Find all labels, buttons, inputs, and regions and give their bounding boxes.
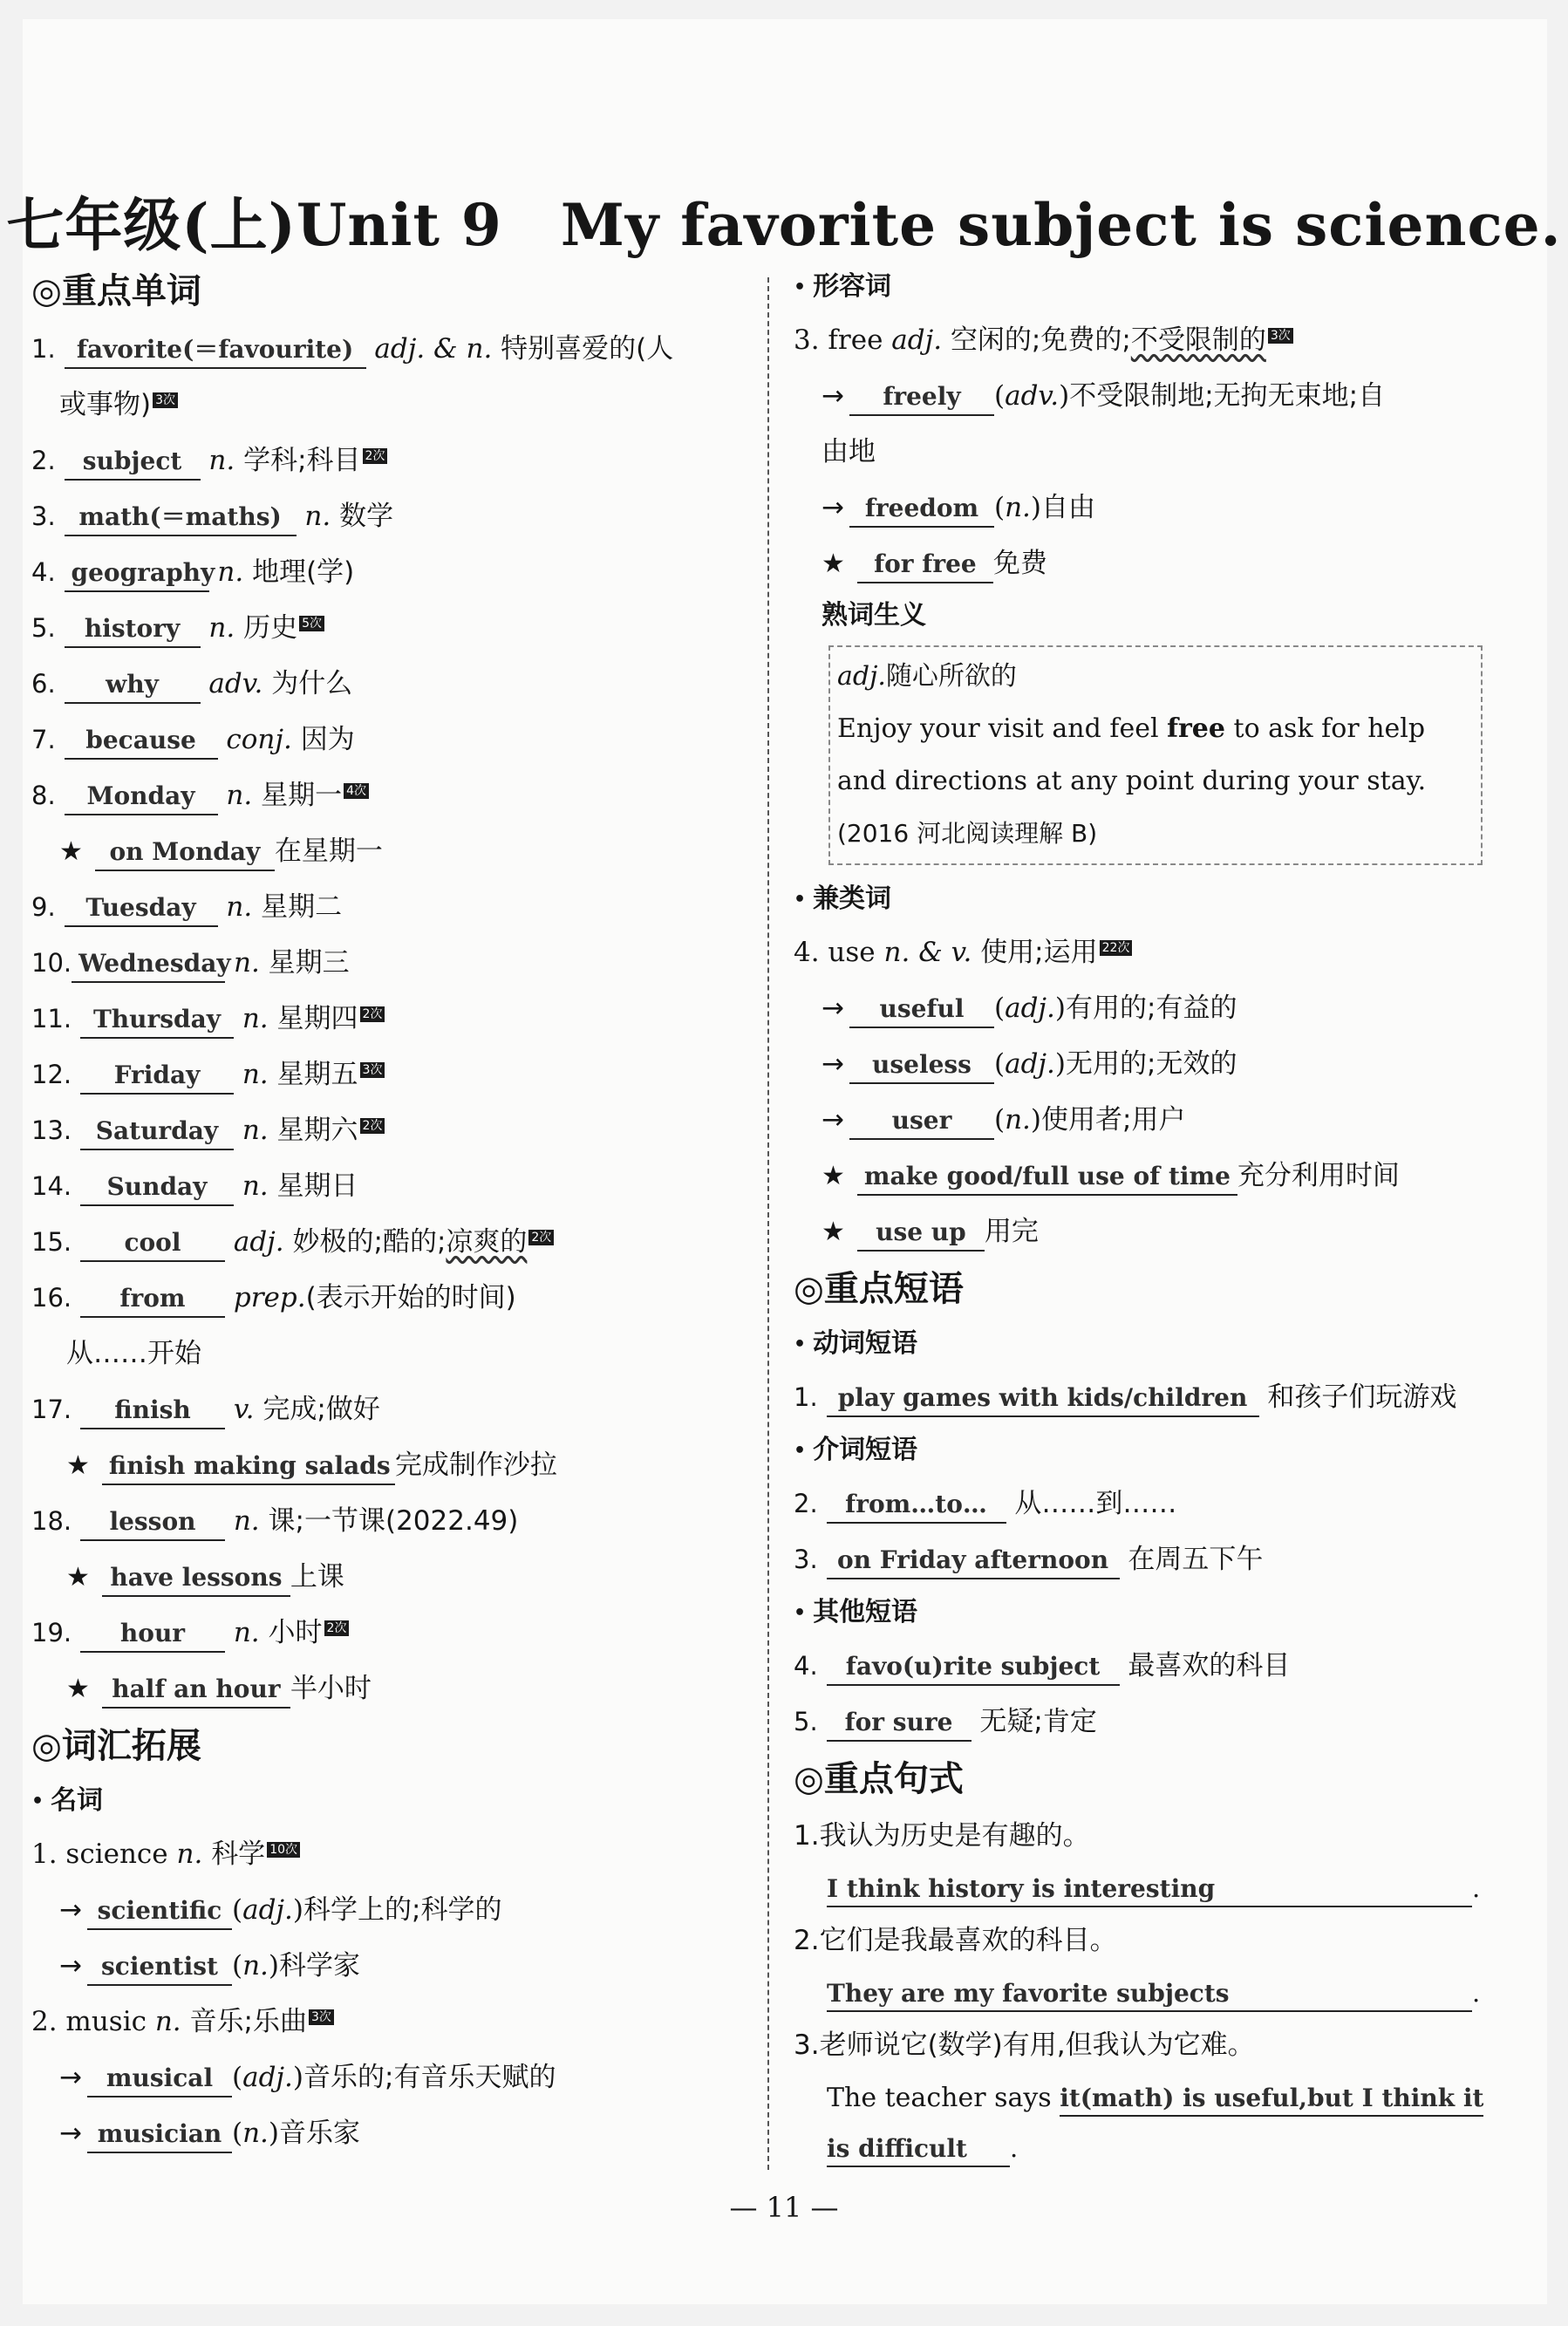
word-item: 4. use n. & v. 使用;运用 22次: [794, 924, 1517, 980]
derivative-item-cont: 由地: [821, 436, 876, 467]
answer-blank: finish: [80, 1393, 225, 1429]
answer-blank: for sure: [827, 1705, 971, 1742]
arrow-icon: →: [821, 492, 844, 523]
word-item: 16. from prep.(表示开始的时间): [31, 1270, 747, 1326]
circle-bullet-icon: ◎: [794, 1759, 824, 1799]
frequency-badge: 4次: [344, 783, 369, 799]
star-icon: ★: [59, 836, 83, 867]
derivative-item: → freedom (n.)自由: [794, 480, 1517, 535]
frequency-badge: 2次: [360, 1006, 385, 1022]
frequency-badge: 3次: [1268, 328, 1293, 344]
familiar-word-new-meaning-label: 熟词生义: [821, 600, 926, 631]
circle-bullet-icon: ◎: [794, 1269, 824, 1309]
circle-bullet-icon: ◎: [31, 271, 62, 311]
star-icon: ★: [66, 1674, 90, 1704]
phrase-item: 3. on Friday afternoon 在周五下午: [794, 1531, 1517, 1587]
frequency-badge: 3次: [153, 392, 178, 408]
derivative-item: → scientific (adj.)科学上的;科学的: [31, 1882, 747, 1938]
word-item: 3. free adj. 空闲的;免费的;不受限制的 3次: [794, 312, 1517, 368]
frequency-badge: 10次: [267, 1842, 300, 1858]
word-item: 13. Saturday n. 星期六 2次: [31, 1102, 747, 1158]
answer-blank: user: [849, 1103, 994, 1140]
answer-blank: history: [65, 611, 201, 648]
word-item: 1. science n. 科学 10次: [31, 1826, 747, 1882]
word-item: 6. why adv. 为什么: [31, 656, 747, 712]
answer-blank: musical: [87, 2061, 232, 2097]
derivative-item: → musician (n.)音乐家: [31, 2105, 747, 2161]
answer-blank: from…to…: [827, 1487, 1006, 1524]
phrase-item: ★ for free 免费: [794, 535, 1517, 591]
answer-blank: scientist: [87, 1949, 232, 1986]
word-item: 12. Friday n. 星期五 3次: [31, 1047, 747, 1102]
arrow-icon: →: [59, 1950, 82, 1982]
answer-blank: Sunday: [80, 1170, 234, 1206]
circle-bullet-icon: ◎: [31, 1726, 62, 1766]
section-heading-vocab-expansion: ◎词汇拓展: [31, 1726, 201, 1766]
frequency-badge: 2次: [528, 1230, 554, 1245]
star-icon: ★: [821, 1161, 845, 1191]
subheading-other-phrases: • 其他短语: [794, 1597, 918, 1627]
derivative-item: → user (n.)使用者;用户: [794, 1092, 1517, 1148]
answer-blank: useful: [849, 992, 994, 1028]
section-heading-key-sentences: ◎重点句式: [794, 1759, 964, 1799]
word-item: 8. Monday n. 星期一 4次: [31, 767, 747, 823]
page-number: — 11 —: [729, 2191, 839, 2224]
phrase-item: ★ on Monday 在星期一: [31, 823, 747, 879]
answer-blank: musician: [87, 2117, 232, 2153]
word-item-cont: 或事物) 3次: [31, 377, 747, 433]
answer-blank: cool: [80, 1225, 225, 1262]
column-divider: [767, 277, 769, 2170]
answer-blank: useless: [849, 1047, 994, 1084]
answer-blank: on Friday afternoon: [827, 1543, 1120, 1579]
answer-blank: freedom: [849, 491, 994, 528]
answer-blank: Saturday: [80, 1114, 234, 1150]
answer-blank: because: [65, 723, 218, 760]
section-heading-key-phrases: ◎重点短语: [794, 1269, 964, 1309]
answer-blank: hour: [80, 1616, 225, 1653]
bullet-icon: •: [794, 276, 807, 298]
bullet-icon: •: [794, 888, 807, 911]
answer-blank: for free: [857, 547, 993, 583]
word-item: 19. hour n. 小时 2次: [31, 1605, 747, 1661]
word-item: 3. math(＝maths) n. 数学: [31, 488, 747, 544]
answer-blank: use up: [857, 1215, 985, 1252]
bullet-icon: •: [794, 1601, 807, 1624]
arrow-icon: →: [821, 992, 844, 1024]
subheading-noun: • 名词: [31, 1785, 104, 1816]
answer-blank: on Monday: [95, 835, 275, 871]
sentence-prompt: 1.我认为历史是有趣的。: [794, 1820, 1090, 1852]
word-item: 18. lesson n. 课;一节课(2022.49): [31, 1493, 747, 1549]
derivative-item: → musical (adj.)音乐的;有音乐天赋的: [31, 2050, 747, 2105]
phrase-item: ★ make good/full use of time 充分利用时间: [794, 1148, 1517, 1204]
answer-blank: from: [80, 1281, 225, 1318]
frequency-badge: 5次: [299, 616, 324, 631]
sentence-answer: I think history is interesting .: [794, 1863, 1517, 1913]
arrow-icon: →: [821, 380, 844, 412]
frequency-badge: 2次: [324, 1620, 350, 1636]
bullet-icon: •: [794, 1439, 807, 1462]
phrase-item: ★ finish making salads 完成制作沙拉: [31, 1437, 747, 1493]
sentence-answer: They are my favorite subjects .: [794, 1968, 1517, 2018]
answer-blank: Friday: [80, 1058, 234, 1095]
phrase-item: ★ have lessons 上课: [31, 1549, 747, 1605]
bullet-icon: •: [31, 1790, 44, 1812]
star-icon: ★: [66, 1562, 90, 1593]
word-item: 1. favorite(＝favourite) adj. & n. 特别喜爱的(人: [31, 321, 747, 377]
word-item: 7. because conj. 因为: [31, 712, 747, 767]
subheading-adjective: • 形容词: [794, 271, 892, 302]
word-item: 9. Tuesday n. 星期二: [31, 879, 747, 935]
answer-blank: half an hour: [102, 1672, 290, 1709]
left-column: [31, 262, 747, 2161]
sentence-prompt: 3.老师说它(数学)有用,但我认为它难。: [794, 2029, 1255, 2061]
answer-blank: play games with kids/children: [827, 1381, 1259, 1417]
frequency-badge: 22次: [1100, 940, 1133, 956]
derivative-item: → useless (adj.)无用的;无效的: [794, 1036, 1517, 1092]
arrow-icon: →: [821, 1104, 844, 1136]
arrow-icon: →: [59, 1894, 82, 1926]
subheading-prep-phrases: • 介词短语: [794, 1435, 918, 1465]
star-icon: ★: [821, 1217, 845, 1247]
answer-blank: Monday: [65, 779, 218, 815]
answer-blank: why: [65, 667, 201, 704]
star-icon: ★: [821, 549, 845, 579]
bullet-icon: •: [794, 1333, 807, 1355]
word-item-cont: 从……开始: [66, 1338, 201, 1369]
arrow-icon: →: [821, 1048, 844, 1080]
star-icon: ★: [66, 1450, 90, 1481]
page-title: 七年级(上)Unit 9 My favorite subject is science.: [6, 191, 1562, 259]
phrase-item: 4. favo(u)rite subject 最喜欢的科目: [794, 1638, 1517, 1694]
derivative-item: → freely (adv.)不受限制地;无拘无束地;自: [794, 368, 1517, 424]
answer-blank: favo(u)rite subject: [827, 1649, 1120, 1686]
phrase-item: 1. play games with kids/children 和孩子们玩游戏: [794, 1369, 1517, 1425]
answer-blank: Thursday: [80, 1002, 234, 1039]
subheading-verb-phrases: • 动词短语: [794, 1328, 918, 1359]
section-heading-key-words: ◎重点单词: [31, 271, 201, 311]
answer-blank: Tuesday: [65, 890, 218, 927]
right-column: [794, 262, 1517, 2173]
frequency-badge: 3次: [360, 1062, 385, 1078]
example-box: adj.随心所欲的 Enjoy your visit and feel free to ask for help and directions at any point during your stay. (2016 河北阅读理解 B): [828, 645, 1483, 865]
phrase-item: ★ use up 用完: [794, 1204, 1517, 1259]
word-item: 11. Thursday n. 星期四 2次: [31, 991, 747, 1047]
answer-blank: make good/full use of time: [857, 1159, 1237, 1196]
answer-blank: have lessons: [102, 1560, 290, 1597]
word-item: 2. music n. 音乐;乐曲 3次: [31, 1994, 747, 2050]
answer-blank: subject: [65, 444, 201, 481]
word-item: 17. finish v. 完成;做好: [31, 1381, 747, 1437]
frequency-badge: 2次: [360, 1118, 385, 1134]
word-item: 2. subject n. 学科;科目 2次: [31, 433, 747, 488]
derivative-item: → scientist (n.)科学家: [31, 1938, 747, 1994]
phrase-item: 2. from…to… 从……到……: [794, 1476, 1517, 1531]
sentence-answer-cont: is difficult .: [794, 2123, 1517, 2173]
phrase-item: 5. for sure 无疑;肯定: [794, 1694, 1517, 1750]
sentence-prompt: 2.它们是我最喜欢的科目。: [794, 1925, 1117, 1956]
phrase-item: ★ half an hour 半小时: [31, 1661, 747, 1716]
answer-blank: freely: [849, 379, 994, 416]
answer-blank: finish making salads: [102, 1449, 395, 1485]
subheading-multi-class: • 兼类词: [794, 883, 892, 914]
answer-blank: favorite(＝favourite): [65, 332, 366, 369]
arrow-icon: →: [59, 2062, 82, 2093]
word-item: 5. history n. 历史 5次: [31, 600, 747, 656]
word-item: 14. Sunday n. 星期日: [31, 1158, 747, 1214]
answer-blank: Wednesday: [72, 946, 225, 983]
sentence-answer: The teacher says it(math) is useful,but I think it: [794, 2072, 1517, 2123]
answer-blank: lesson: [80, 1504, 225, 1541]
word-item: 4. geography n. 地理(学): [31, 544, 747, 600]
word-item: 10. Wednesday n. 星期三: [31, 935, 747, 991]
answer-blank: geography: [65, 556, 209, 592]
answer-blank: math(＝maths): [65, 500, 297, 536]
derivative-item: → useful (adj.)有用的;有益的: [794, 980, 1517, 1036]
frequency-badge: 3次: [309, 2009, 334, 2025]
answer-blank: scientific: [87, 1893, 232, 1930]
frequency-badge: 2次: [363, 448, 388, 464]
word-item: 15. cool adj. 妙极的;酷的;凉爽的 2次: [31, 1214, 747, 1270]
arrow-icon: →: [59, 2118, 82, 2149]
